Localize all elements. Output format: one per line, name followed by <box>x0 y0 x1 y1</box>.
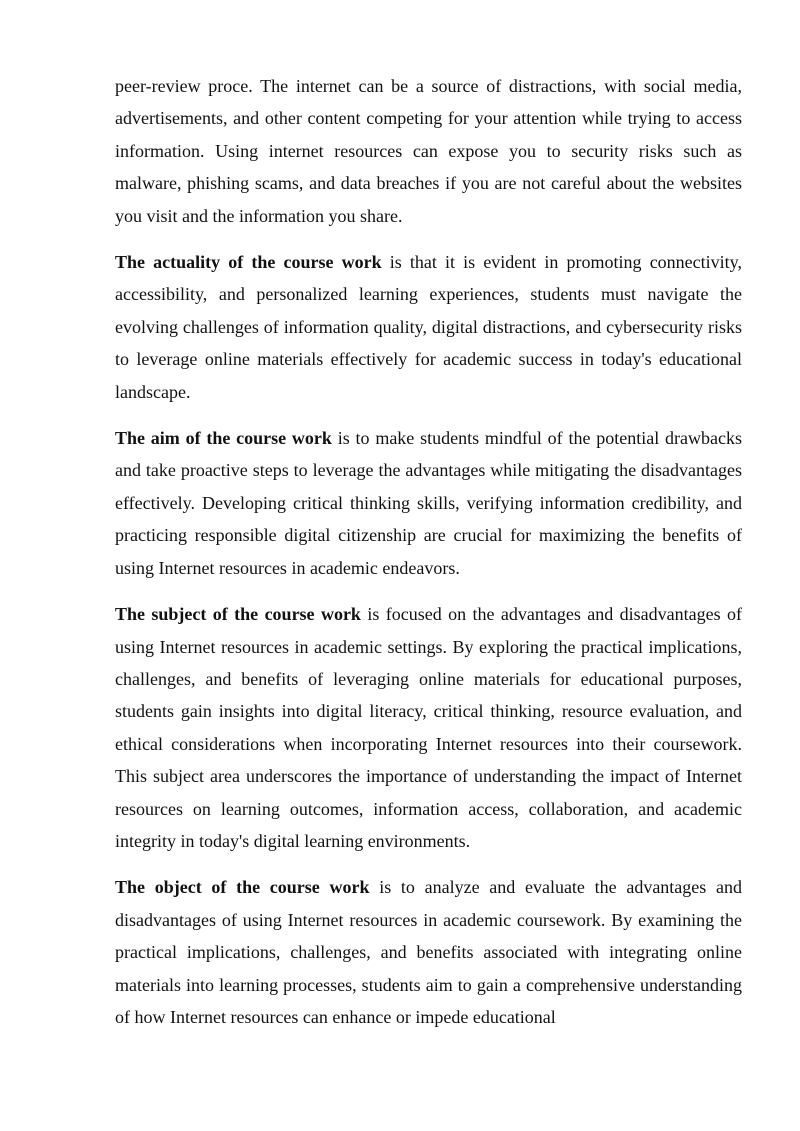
paragraph-object <box>115 871 742 1033</box>
paragraph-text: peer-review proce. The internet can be a source of distractions, with social media, advertisements, and other content competing for your attention while trying to access information. Using internet resources can expose you to security risks such as malware, phishing scams, and data breaches if you are not careful about the websites you visit and the information you share. <box>115 76 742 226</box>
paragraph-subject <box>115 598 742 857</box>
paragraph-aim <box>115 422 742 584</box>
paragraph-lead: The aim of the course work <box>115 428 332 449</box>
paragraph-lead: The actuality of the course work <box>115 252 382 273</box>
paragraph-text: is to analyze and evaluate the advantages and disadvantages of using Internet resources in academic coursework. By examining the practical implications, challenges, and benefits associated with integrating online materials into learning processes, students aim to gain a comprehensive understanding of how Internet resources can enhance or impede educational <box>115 877 742 1027</box>
paragraph-lead: The subject of the course work <box>115 604 361 625</box>
paragraph-continuation <box>115 70 742 232</box>
paragraph-text: is to make students mindful of the potential drawbacks and take proactive steps to leverage the advantages while mitigating the disadvantages effectively. Developing critical thinking skills, verifying information credibility, and practicing responsible digital citizenship are crucial for maximizing the benefits of using Internet resources in academic endeavors. <box>115 428 742 578</box>
document-page <box>115 70 742 1047</box>
paragraph-actuality <box>115 246 742 408</box>
paragraph-text: is that it is evident in promoting connectivity, accessibility, and personalized learning experiences, students must navigate the evolving challenges of information quality, digital distractions, and cybersecurity risks to leverage online materials effectively for academic success in today's educational landscape. <box>115 252 742 402</box>
paragraph-lead: The object of the course work <box>115 877 370 898</box>
paragraph-text: is focused on the advantages and disadvantages of using Internet resources in academic settings. By exploring the practical implications, challenges, and benefits of leveraging online materials for educational purposes, students gain insights into digital literacy, critical thinking, resource evaluation, and ethical considerations when incorporating Internet resources into their coursework. This subject area underscores the importance of understanding the impact of Internet resources on learning outcomes, information access, collaboration, and academic integrity in today's digital learning environments. <box>115 604 742 851</box>
